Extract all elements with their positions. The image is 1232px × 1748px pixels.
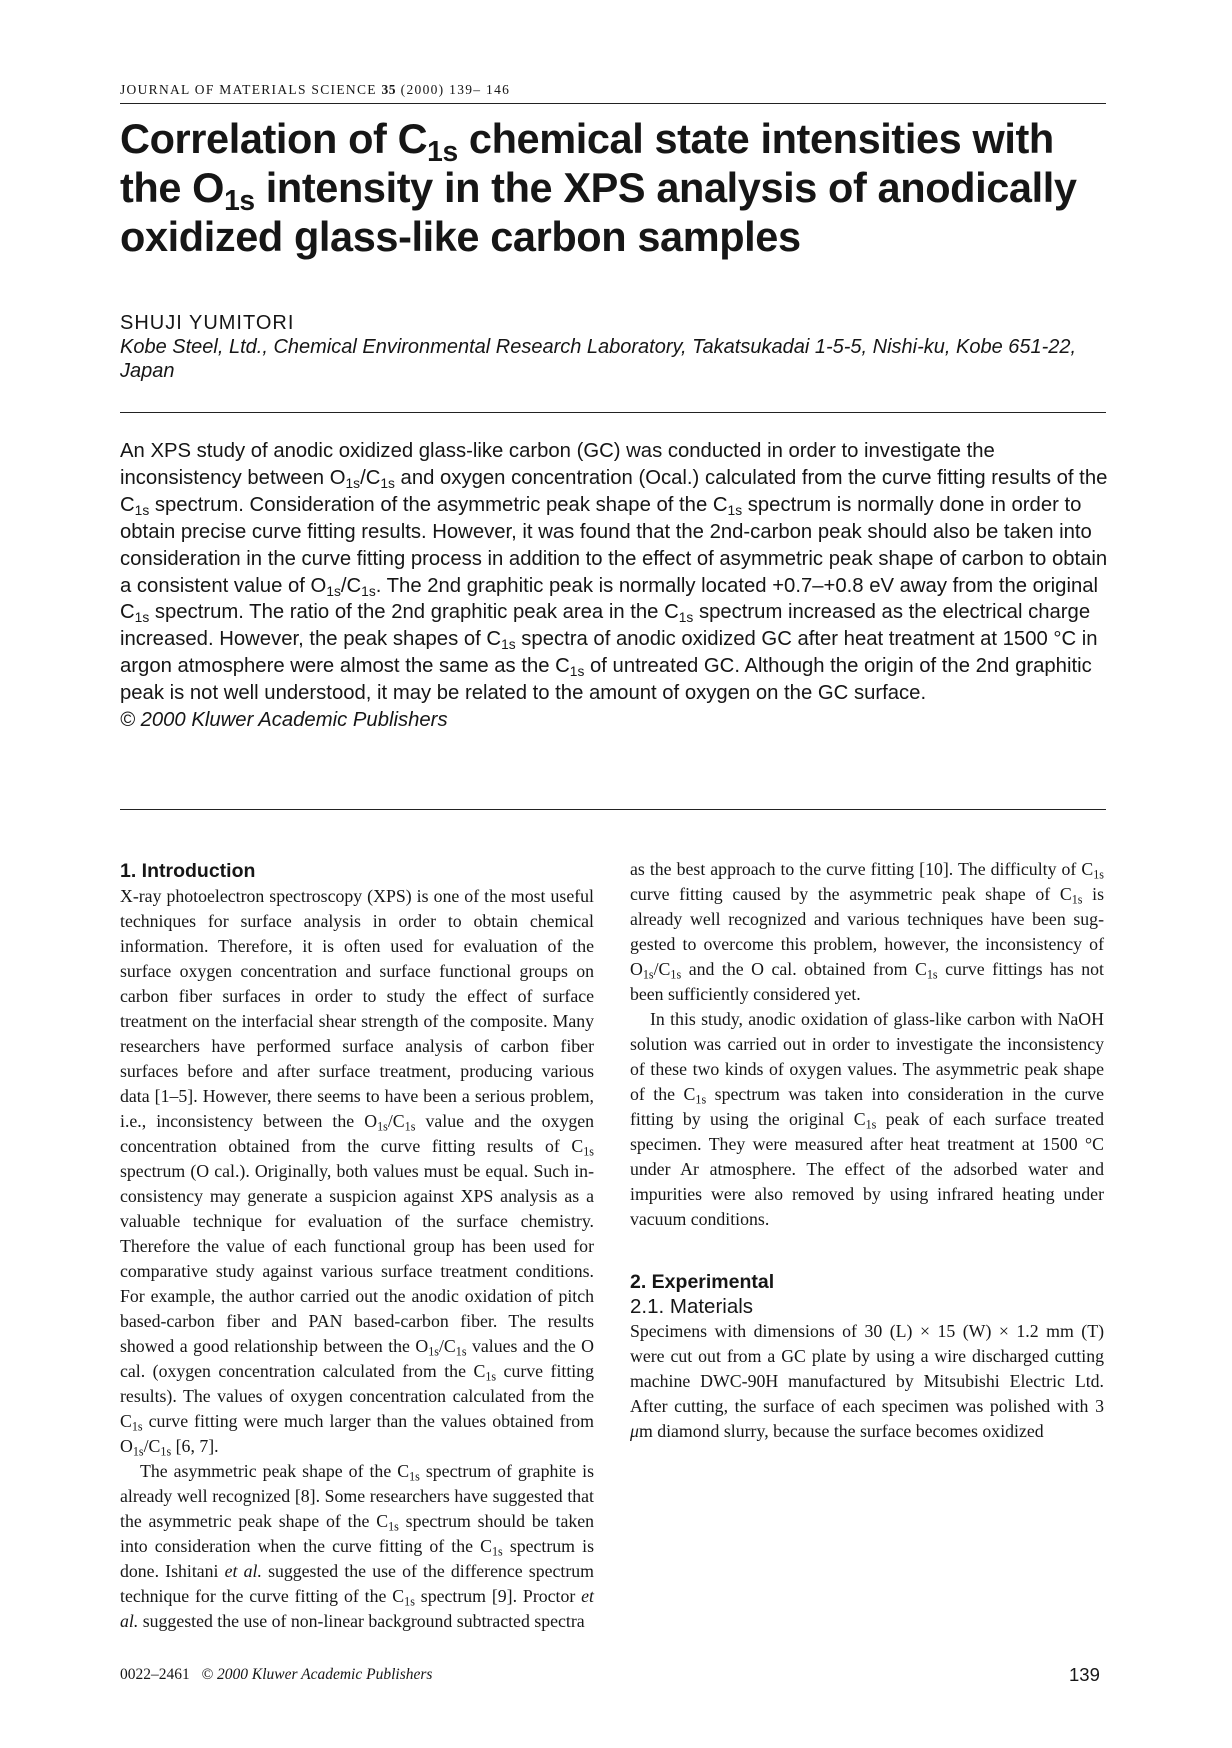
- author-affiliation: Kobe Steel, Ltd., Chemical Environmental Research Laboratory, Takatsukadai 1-5-5, Nishi-ku, Kobe 651-22, Japan: [120, 336, 1077, 382]
- footer-copyright: © 2000 Kluwer Academic Publishers: [201, 1666, 433, 1683]
- abstract-copyright: © 2000 Kluwer Academic Publishers: [120, 709, 448, 732]
- journal-year-pages: (2000) 139– 146: [400, 82, 511, 97]
- paper-title: Correlation of $C_{1s}$ chemical state intensities with the $O_{1s}$ intensity in the XPS analysis of anodically oxidized glass-like carbon samples: [120, 115, 1077, 260]
- author-name: SHUJI YUMITORI: [120, 312, 295, 334]
- abstract: An XPS study of anodic oxidized glass-like carbon (GC) was conducted in order to investigate the inconsistency between $O_{1s}/C_{1s}$ and oxygen concentration (Ocal.) calculated from the curve fitting results of the $C_{1s}$ spectrum. Consideration of the asymmetric peak shape of the $C_{1s}$ spectrum is normally done in order to obtain precise curve fitting results. However, it was found that the 2nd-carbon peak should also be taken into consideration in the curve fitting process in addition to the effect of asymmetric peak shape of carbon to obtain a consistent value of $O_{1s}/C_{1s}$. The 2nd graphitic peak is normally located +0.7–+0.8 eV away from the original $C_{1s}$ spectrum. The ratio of the 2nd graphitic peak area in the $C_{1s}$ spectrum increased as the electrical charge increased. However, the peak shapes of $C_{1s}$ spectra of anodic oxidized GC after heat treatment at 1500 °C in argon atmosphere were almost the same as the $C_{1s}$ of untreated GC. Although the origin of the 2nd graphitic peak is not well understood, it may be related to the amount of oxygen on the GC surface. © 2000 Kluwer Academic Publishers: [120, 440, 1108, 732]
- left-column: [120, 858, 594, 1634]
- journal-volume: 35: [381, 82, 396, 97]
- page-number: 139: [1069, 1664, 1100, 1685]
- section-gap: [630, 1232, 1104, 1269]
- header-rule: [120, 103, 1106, 104]
- paragraph: In this study, anodic oxidation of glass-like carbon with NaOH solution was carried out in order to investigate the inconsistency of these two kinds of oxygen values. The asymmetric peak shape of the $C_{1s}$ spectrum was taken into consideration in the curve fitting by using the original $C_{1s}$ peak of each surface treated specimen. They were measured after heat treatment at 1500 °C under Ar atmosphere. The effect of the adsorbed water and impurities were also removed by using infrared heating under vacuum conditions.: [630, 1009, 1104, 1229]
- right-column: [630, 857, 1104, 1444]
- section-heading-introduction: 1. Introduction: [120, 860, 256, 882]
- subsection-heading-materials: 2.1. Materials: [630, 1295, 754, 1318]
- abstract-top-rule: [120, 412, 1106, 413]
- section-heading-experimental: 2. Experimental: [630, 1271, 775, 1293]
- paragraph: X-ray photoelectron spectroscopy (XPS) is one of the most useful techniques for surface analysis in order to obtain chemical information. Therefore, it is often used for evaluation of the surface oxygen concentration and surface functional groups on carbon fiber surfaces in order to study the effect of surface treatment on the interfacial shear strength of the composite. Many researchers have performed surface analysis of carbon fiber surfaces before and after surface treatment, producing various data [1–5]. However, there seems to have been a serious problem, i.e., inconsistency between the $O_{1s}/C_{1s}$ value and the oxygen concentration obtained from the curve fitting results of $C_{1s}$ spectrum (O cal.). Originally, both values must be equal. Such inconsistency may generate a suspicion against XPS analysis as a valuable technique for evaluation of the surface chemistry. Therefore the value of each functional group has been used for comparative study against various surface treatment conditions. For example, the author carried out the anodic oxidation of pitch based-carbon fiber and PAN based-carbon fiber. The results showed a good relationship between the $O_{1s}/C_{1s}$ values and the O cal. (oxygen concentration calculated from the $C_{1s}$ curve fitting results). The values of oxygen concentration calculated from the $C_{1s}$ curve fitting were much larger than the values obtained from $O_{1s}/C_{1s}$ [6, 7].: [120, 886, 595, 1459]
- running-head: [120, 82, 510, 98]
- journal-name: JOURNAL OF MATERIALS SCIENCE: [120, 82, 377, 97]
- paragraph: The asymmetric peak shape of the $C_{1s}$ spectrum of graphite is already well recognized [8]. Some researchers have suggested that the asymmetric peak shape of the $C_{1s}$ spectrum should be taken into consideration when the curve fitting of the $C_{1s}$ spectrum is done. Ishitani et al. suggested the use of the difference spectrum technique for the curve fitting of the $C_{1s}$ spectrum [9]. Proctor et al. suggested the use of non-linear background subtracted spectra: [120, 1461, 595, 1631]
- paragraph: as the best approach to the curve fitting [10]. The difficulty of $C_{1s}$ curve fitting caused by the asymmetric peak shape of $C_{1s}$ is already well recognized and various techniques have been suggested to overcome this problem, however, the inconsistency of $O_{1s}/C_{1s}$ and the O cal. obtained from $C_{1s}$ curve fittings has not been sufficiently considered yet.: [630, 859, 1104, 1004]
- footer-issn: 0022–2461 © 2000 Kluwer Academic Publishers: [120, 1666, 433, 1683]
- abstract-bottom-rule: [120, 809, 1106, 810]
- paragraph: Specimens with dimensions of 30 (L) × 15 (W) × 1.2 mm (T) were cut out from a GC plate by using a wire discharged cutting machine DWC-90H manufactured by Mitsubishi Electric Ltd. After cutting, the surface of each specimen was polished with 3 μm diamond slurry, because the surface becomes oxidized: [630, 1321, 1104, 1441]
